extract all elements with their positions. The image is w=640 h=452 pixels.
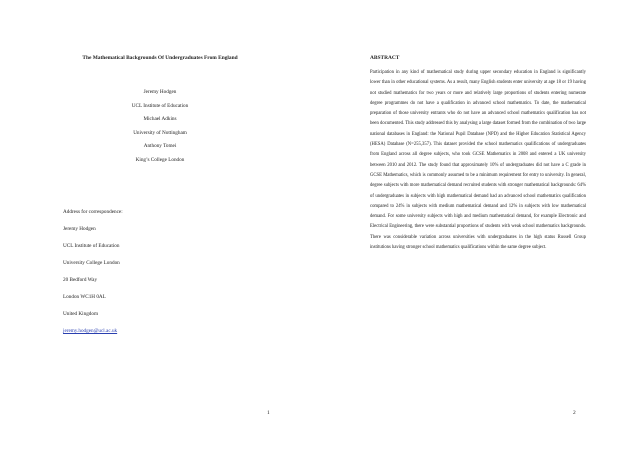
email-link[interactable]: jeremy.hodgen@ucl.ac.uk bbox=[63, 328, 118, 334]
page-number: 1 bbox=[267, 410, 270, 416]
address-line: United Kingdom bbox=[63, 311, 99, 317]
address-line: London WC1H 0AL bbox=[63, 294, 106, 300]
abstract-heading: ABSTRACT bbox=[370, 55, 400, 61]
author-name: Anthony Tomei bbox=[143, 143, 177, 150]
author-list bbox=[0, 86, 320, 168]
author-affiliation: UCL Institute of Education bbox=[131, 102, 189, 109]
author-affiliation: University of Nottingham bbox=[133, 129, 187, 136]
author-name: Jeremy Hodgen bbox=[143, 89, 177, 95]
page-number: 2 bbox=[573, 410, 576, 416]
abstract-text: Participation in any kind of mathematical study during upper secondary education in England is significantly lower than in other educational systems. As a result, many English students enter university at age 18 or 19 having not studied mathematics for two years or more and relatively large proportions of students entering numerate degree programmes do not have a qualification in advanced school mathematics. To date, the mathematical preparation of those university entrants who do not have an advanced school mathematics qualification has not been documented. This study addressed this by analysing a large dataset formed from the combination of two large national databases in England: the National Pupil Database (NPD) and the Higher Education Statistical Agency (HESA) Database (N=255,357). This dataset provided the school mathematics qualifications of undergraduates from England across all degree subjects, who took GCSE Mathematics in 2008 and entered a UK university between 2010 and 2012. The study found that approximately 10% of undergraduates did not have a C grade in GCSE Mathematics, which is commonly assumed to be a minimum requirement for entry to university. In general, degree subjects with more mathematical demand recruited students with stronger mathematical backgrounds: 64% of undergraduates in subjects with high mathematical demand had an advanced school mathematics qualification compared to 24% in subjects with medium mathematical demand and 12% in subjects with low mathematical demand. For some university subjects with high and medium mathematical demand, for example Electronic and Electrical Engineering, there were substantial proportions of students with weak school mathematics backgrounds. There was considerable variation across universities with undergraduates in the high status Russell Group institutions having stronger school mathematics qualifications within the same degree subject. bbox=[370, 70, 586, 251]
page-2 bbox=[320, 0, 640, 452]
address-line: 20 Bedford Way bbox=[63, 277, 98, 283]
address-line: University College London bbox=[63, 260, 120, 266]
paper-title: The Mathematical Backgrounds Of Undergraduates From England bbox=[82, 55, 238, 61]
author-name: Michael Adkins bbox=[143, 116, 177, 123]
correspondence-institution: UCL Institute of Education bbox=[63, 243, 120, 249]
author-affiliation: King’s College London bbox=[135, 156, 185, 163]
correspondence-heading: Address for correspondence: bbox=[63, 209, 123, 215]
correspondence-name: Jeremy Hodgen bbox=[63, 226, 96, 232]
